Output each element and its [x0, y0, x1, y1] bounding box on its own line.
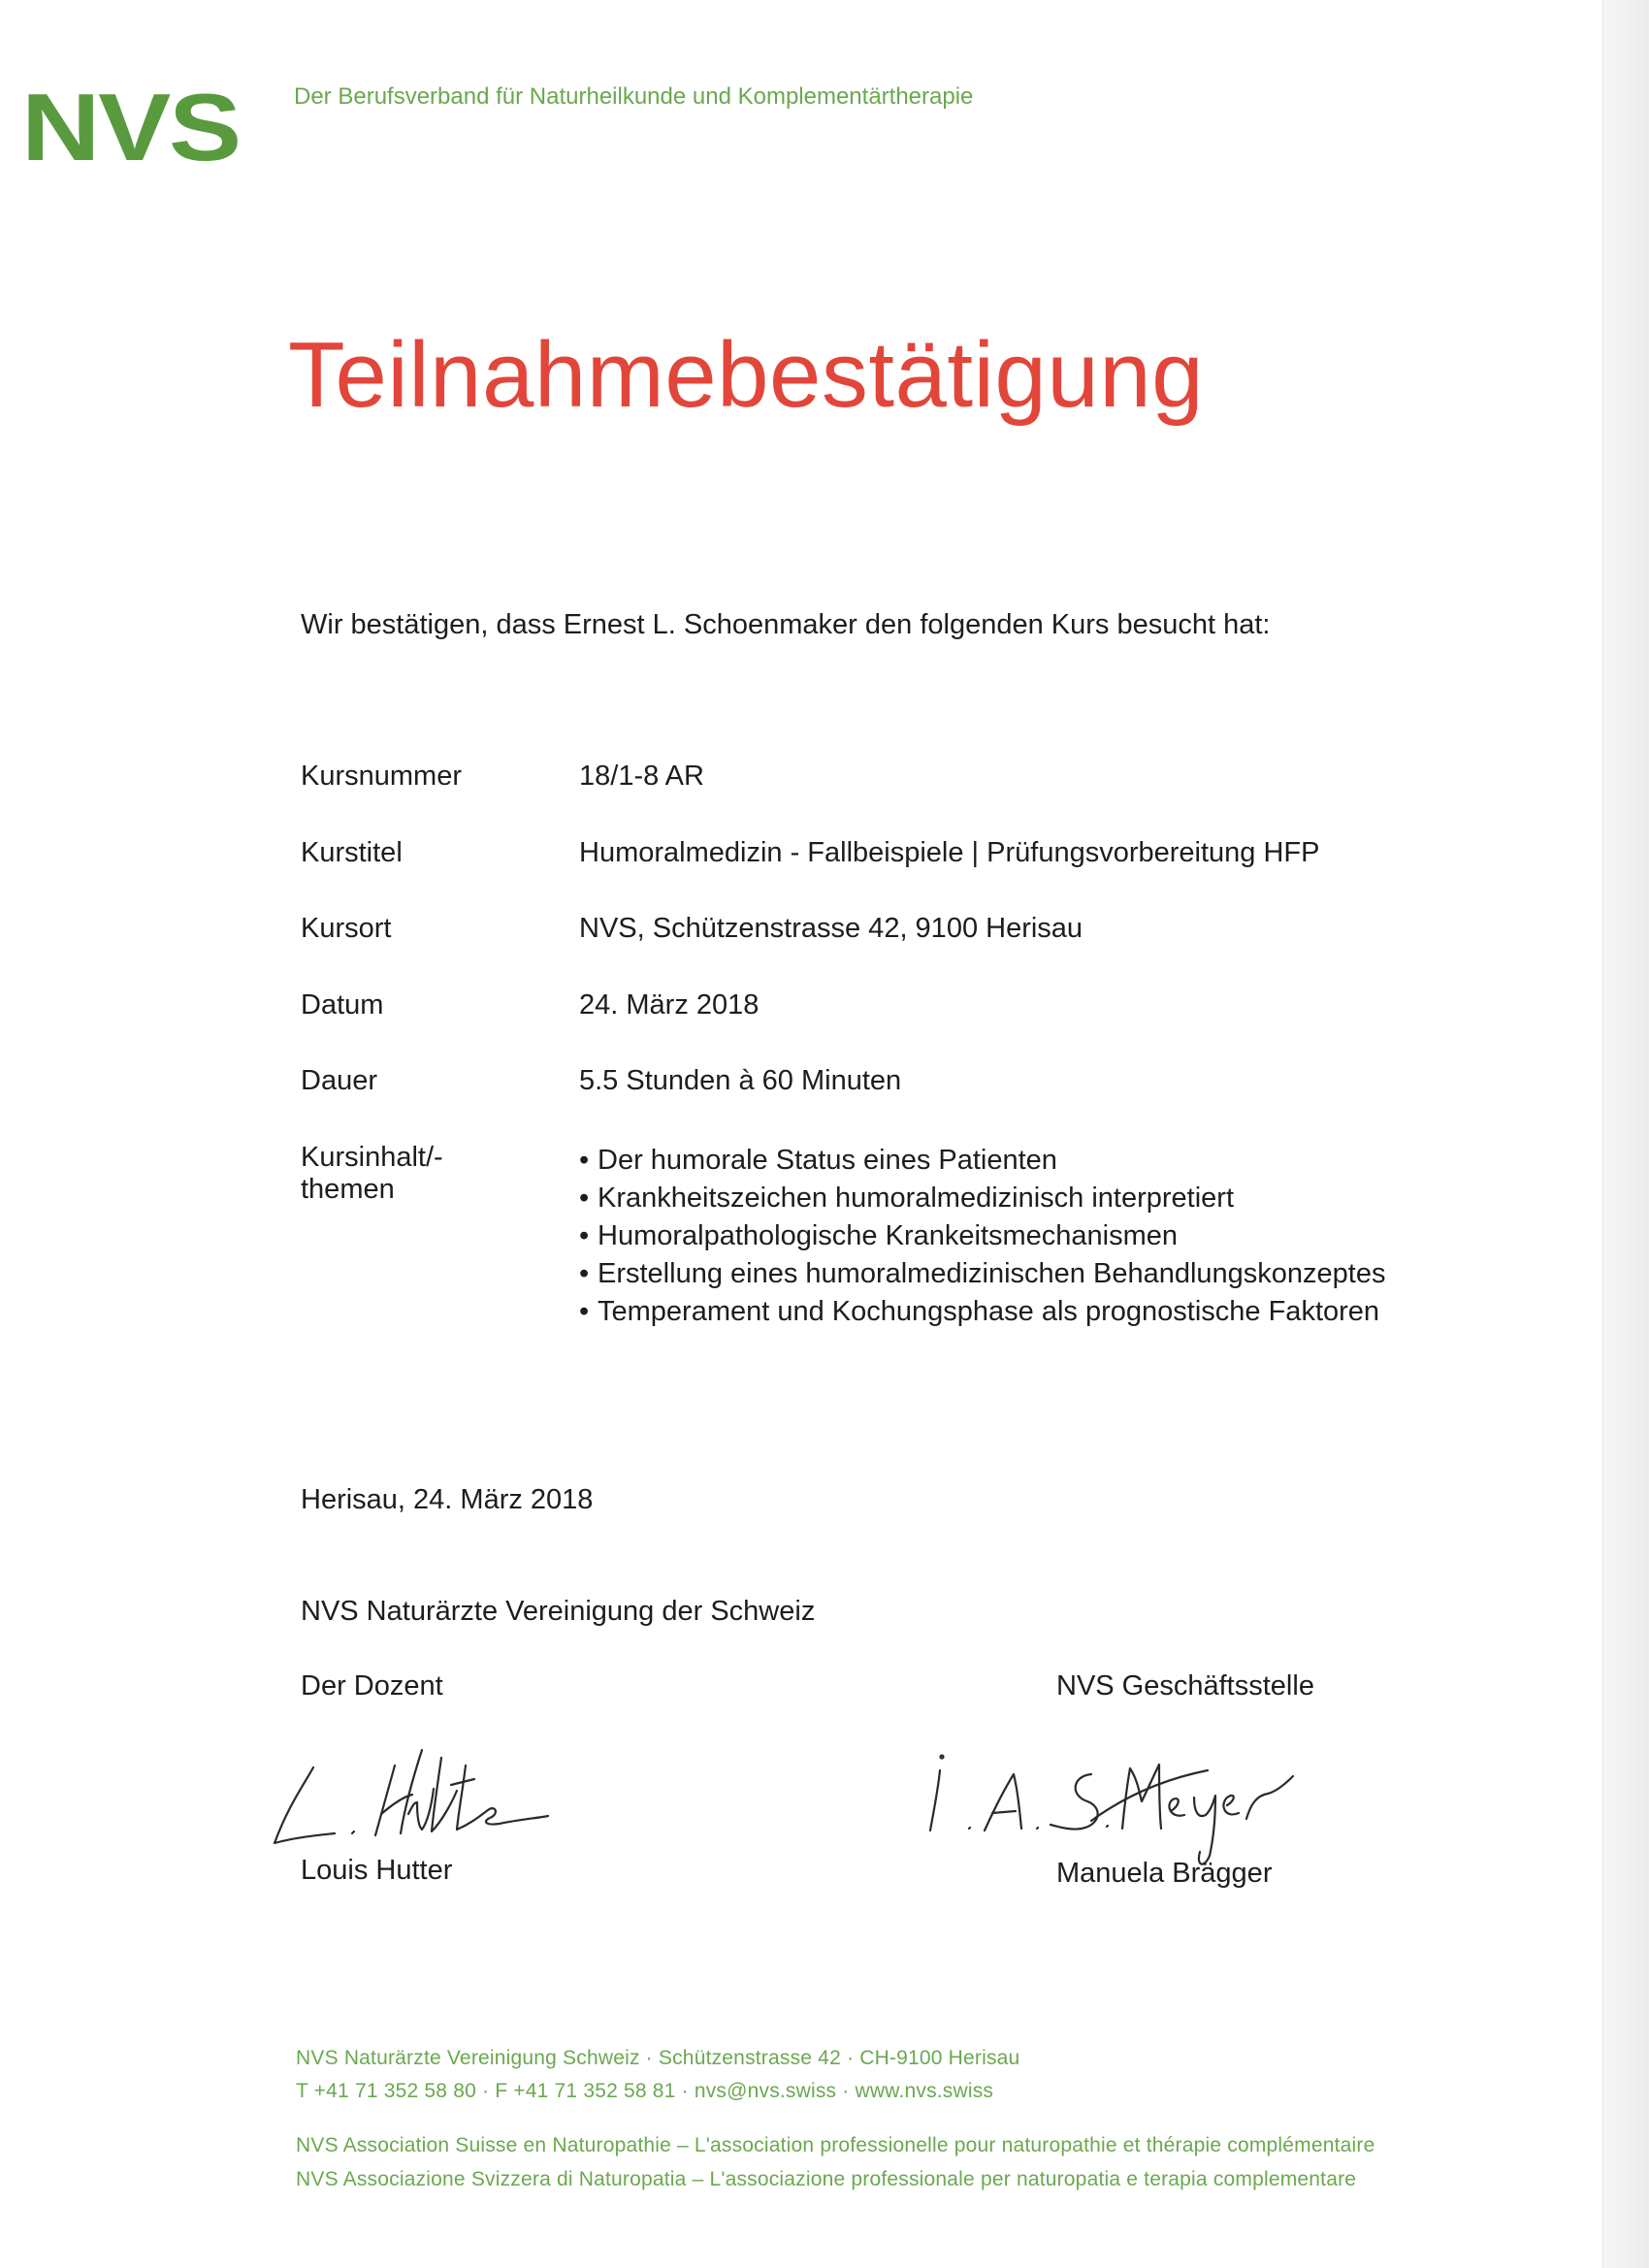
list-item: • Humoralpathologische Krankeitsmechanismen [579, 1217, 1386, 1255]
bullet-icon: • [579, 1219, 590, 1251]
document-title: Teilnahmebestätigung [288, 323, 1204, 427]
footer-address: NVS Naturärzte Vereinigung Schweiz · Schützenstrasse 42 · CH-9100 Herisau [296, 2047, 1020, 2069]
detail-value: 18/1-8 AR [579, 761, 704, 792]
intro-text: Wir bestätigen, dass Ernest L. Schoenmaker den folgenden Kurs besucht hat: [301, 609, 1271, 640]
detail-label: Dauer [301, 1065, 377, 1096]
list-item: • Krankheitszeichen humoralmedizinisch interpretiert [579, 1180, 1386, 1217]
detail-label: Kursinhalt/-themen [301, 1141, 443, 1205]
bullet-icon: • [579, 1295, 590, 1327]
lecturer-role: Der Dozent [301, 1670, 443, 1701]
list-item: • Erstellung eines humoralmedizinischen Behandlungskonzeptes [579, 1255, 1386, 1293]
logo-text: NVS [21, 74, 240, 180]
organization-name: NVS Naturärzte Vereinigung der Schweiz [301, 1596, 816, 1627]
detail-label: Kursort [301, 913, 392, 944]
footer-french: NVS Association Suisse en Naturopathie – L'association professionelle pour naturopathie et thérapie complémentaire [296, 2134, 1375, 2156]
topics-list [579, 1142, 1386, 1331]
office-role: NVS Geschäftsstelle [1056, 1670, 1314, 1701]
page-edge-shadow [1602, 0, 1649, 2268]
list-item: • Temperament und Kochungsphase als prognostische Faktoren [579, 1293, 1386, 1331]
lecturer-name: Louis Hutter [301, 1855, 453, 1886]
office-signer-name: Manuela Brägger [1056, 1858, 1273, 1889]
detail-value: Humoralmedizin - Fallbeispiele | Prüfungsvorbereitung HFP [579, 836, 1320, 868]
bullet-icon: • [579, 1257, 590, 1289]
place-and-date: Herisau, 24. März 2018 [301, 1484, 594, 1515]
detail-label: Datum [301, 988, 384, 1021]
detail-value: 5.5 Stunden à 60 Minuten [579, 1065, 902, 1096]
detail-label: Kurstitel [301, 836, 403, 868]
footer-italian: NVS Associazione Svizzera di Naturopatia – L'associazione professionale per naturopatia e terapia complementare [296, 2168, 1357, 2190]
lecturer-signature [267, 1746, 558, 1863]
detail-value: 24. März 2018 [579, 988, 760, 1021]
header-tagline: Der Berufsverband für Naturheilkunde und Komplementärtherapie [294, 83, 974, 110]
list-item: • Der humorale Status eines Patienten [579, 1142, 1386, 1180]
nvs-logo [21, 74, 240, 180]
bullet-icon: • [579, 1182, 590, 1214]
detail-value: NVS, Schützenstrasse 42, 9100 Herisau [579, 913, 1083, 944]
footer-contact: T +41 71 352 58 80 · F +41 71 352 58 81 · nvs@nvs.swiss · www.nvs.swiss [296, 2080, 994, 2102]
bullet-icon: • [579, 1144, 590, 1176]
detail-label: Kursnummer [301, 761, 462, 792]
